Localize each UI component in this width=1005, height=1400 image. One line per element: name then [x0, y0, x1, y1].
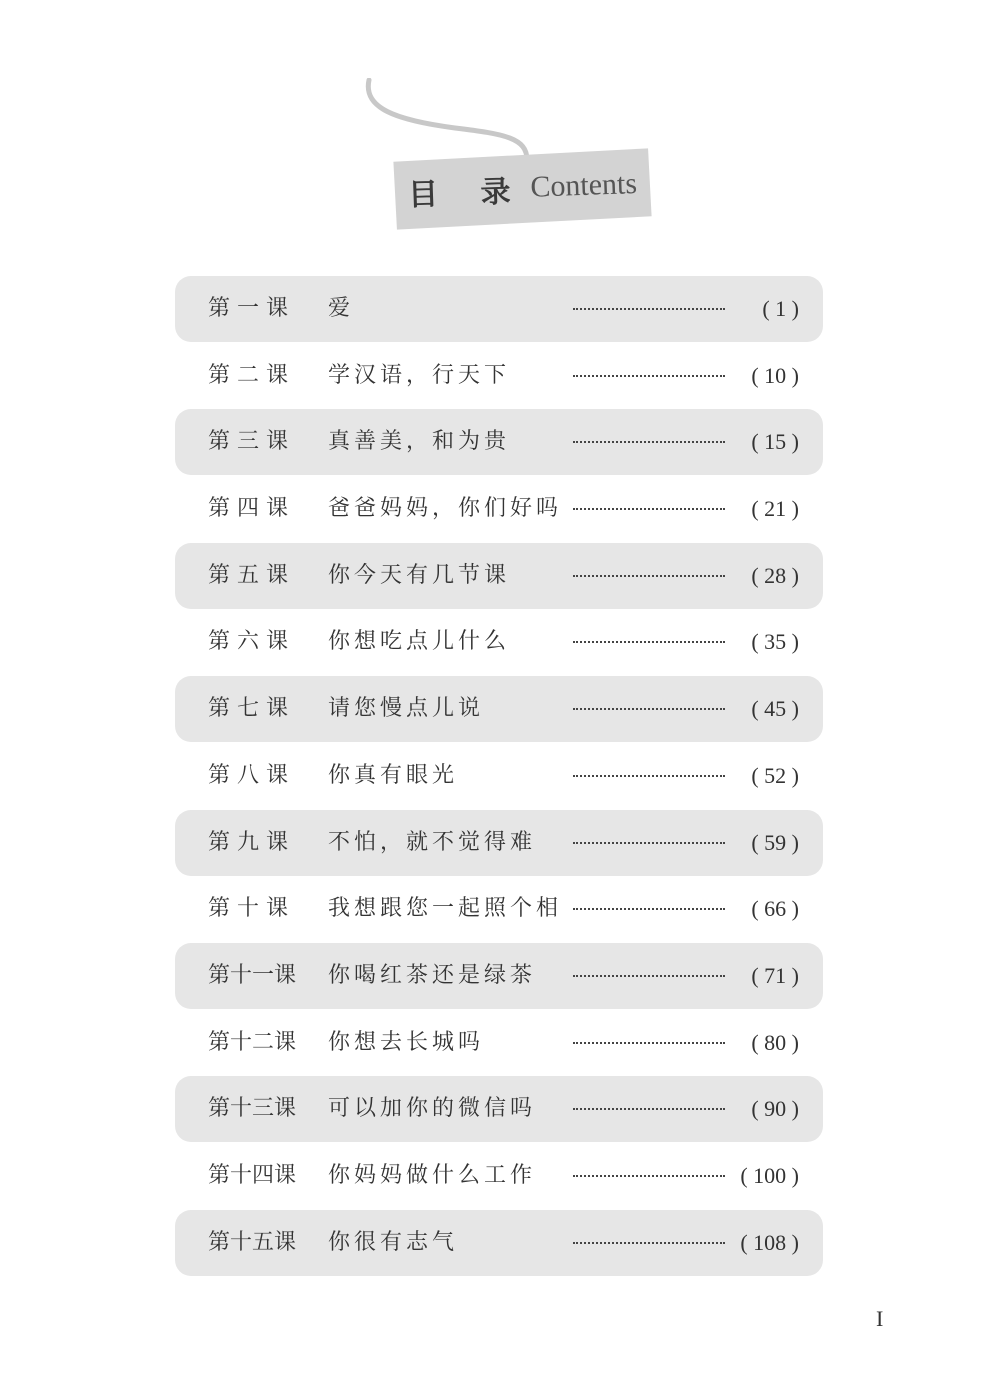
toc-entry[interactable]: [175, 1143, 823, 1209]
table-of-contents: [175, 276, 823, 1276]
lesson-title: 你真有眼光: [328, 762, 459, 788]
toc-entry[interactable]: [175, 1010, 823, 1076]
toc-entry[interactable]: [175, 1076, 823, 1142]
lesson-number: 第 一 课: [208, 296, 288, 321]
dot-leader: [573, 842, 725, 844]
page-reference: ( 66 ): [751, 896, 799, 922]
dot-leader: [573, 508, 725, 510]
title-chinese: 目 录: [407, 173, 528, 213]
lesson-number: 第 二 课: [208, 362, 288, 388]
lesson-number: 第 四 课: [208, 496, 288, 522]
lesson-title: 爱: [328, 296, 355, 321]
dot-leader: [573, 441, 725, 443]
toc-entry[interactable]: [175, 943, 823, 1009]
page-reference: ( 15 ): [751, 429, 799, 455]
lesson-title: 你想去长城吗: [328, 1029, 485, 1055]
lesson-title: 不怕，就不觉得难: [328, 829, 537, 855]
lesson-title: 你妈妈做什么工作: [328, 1162, 537, 1188]
page-reference: ( 71 ): [751, 962, 799, 988]
lesson-number: 第 十 课: [208, 896, 288, 922]
lesson-title: 爸爸妈妈，你们好吗: [328, 496, 563, 522]
toc-entry[interactable]: [175, 276, 823, 342]
lesson-number: 第十四课: [208, 1162, 297, 1188]
dot-leader: [573, 708, 725, 710]
lesson-title: 学汉语，行天下: [328, 362, 511, 388]
toc-entry[interactable]: [175, 409, 823, 475]
page-reference: ( 45 ): [751, 696, 799, 722]
page-reference: ( 108 ): [740, 1229, 799, 1255]
lesson-title: 你今天有几节课: [328, 562, 511, 588]
page-reference: ( 90 ): [751, 1096, 799, 1122]
lesson-title: 我想跟您一起照个相: [328, 896, 563, 922]
page-reference: ( 1 ): [762, 296, 799, 321]
dot-leader: [573, 1108, 725, 1110]
title-english: Contents: [529, 167, 638, 204]
lesson-title: 你喝红茶还是绿茶: [328, 962, 537, 988]
lesson-number: 第十五课: [208, 1229, 297, 1255]
lesson-number: 第十一课: [208, 962, 297, 988]
lesson-number: 第 三 课: [208, 429, 288, 455]
page-reference: ( 80 ): [751, 1029, 799, 1055]
lesson-number: 第 七 课: [208, 696, 288, 722]
dot-leader: [573, 641, 725, 643]
dot-leader: [573, 1175, 725, 1177]
lesson-title: 你想吃点儿什么: [328, 629, 511, 655]
dot-leader: [573, 775, 725, 777]
page-reference: ( 10 ): [751, 362, 799, 388]
lesson-number: 第十三课: [208, 1096, 297, 1122]
dot-leader: [573, 975, 725, 977]
dot-leader: [573, 908, 725, 910]
dot-leader: [573, 1042, 725, 1044]
lesson-number: 第十二课: [208, 1029, 297, 1055]
toc-entry[interactable]: [175, 343, 823, 409]
toc-entry[interactable]: [175, 810, 823, 876]
toc-entry[interactable]: [175, 476, 823, 542]
lesson-number: 第 九 课: [208, 829, 288, 855]
dot-leader: [573, 308, 725, 310]
toc-entry[interactable]: [175, 676, 823, 742]
lesson-title: 真善美，和为贵: [328, 429, 511, 455]
lesson-number: 第 五 课: [208, 562, 288, 588]
toc-entry[interactable]: [175, 876, 823, 942]
lesson-number: 第 六 课: [208, 629, 288, 655]
page-number: I: [876, 1306, 884, 1331]
toc-entry[interactable]: [175, 743, 823, 809]
lesson-title: 请您慢点儿说: [328, 696, 485, 722]
toc-entry[interactable]: [175, 543, 823, 609]
dot-leader: [573, 375, 725, 377]
dot-leader: [573, 1242, 725, 1244]
lesson-number: 第 八 课: [208, 762, 288, 788]
page-reference: ( 35 ): [751, 629, 799, 655]
toc-entry[interactable]: [175, 609, 823, 675]
page-reference: ( 21 ): [751, 496, 799, 522]
page-reference: ( 28 ): [751, 562, 799, 588]
page-reference: ( 52 ): [751, 762, 799, 788]
page-title: [407, 156, 649, 220]
toc-entry[interactable]: [175, 1210, 823, 1276]
lesson-title: 你很有志气: [328, 1229, 459, 1255]
page-reference: ( 59 ): [751, 829, 799, 855]
dot-leader: [573, 575, 725, 577]
lesson-title: 可以加你的微信吗: [328, 1096, 537, 1122]
page-reference: ( 100 ): [740, 1162, 799, 1188]
